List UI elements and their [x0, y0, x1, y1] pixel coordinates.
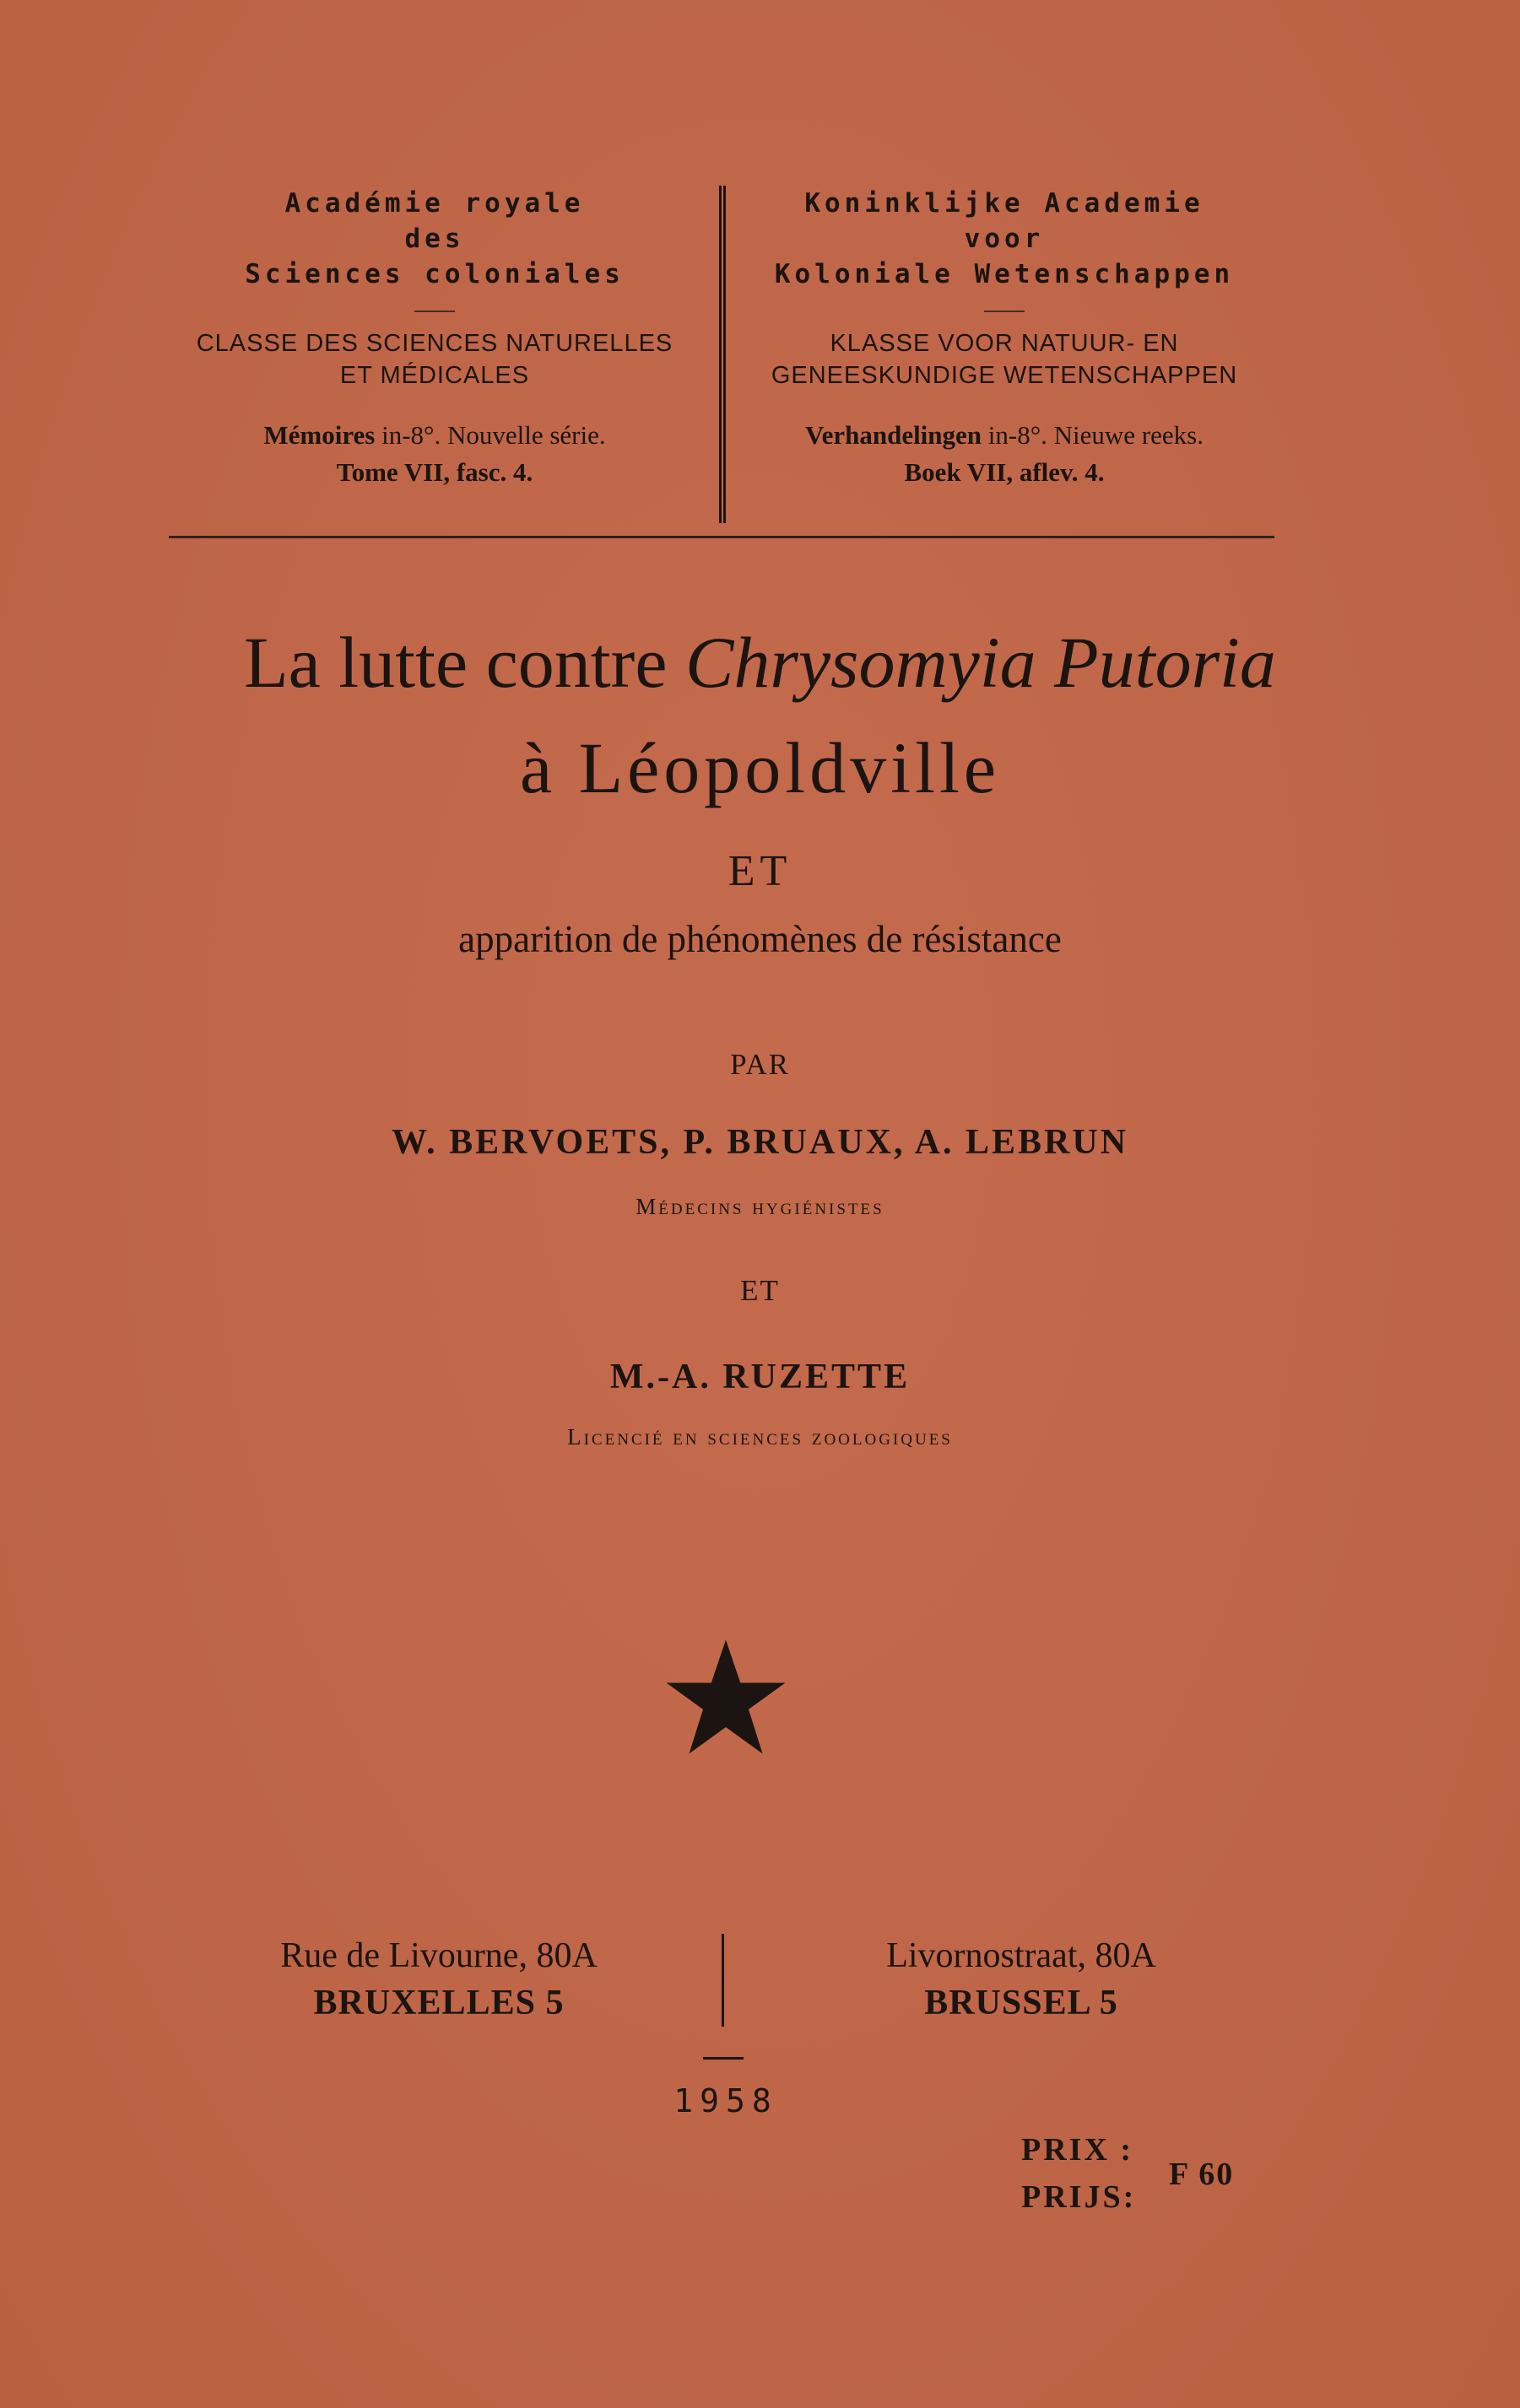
- year-dash: [703, 2057, 744, 2060]
- subtitle: apparition de phénomènes de résistance: [458, 918, 1062, 960]
- authors: W. BERVOETS, P. BRUAUX, A. LEBRUN: [391, 1123, 1129, 1162]
- price-value: F 60: [1169, 2157, 1235, 2192]
- star-icon: [663, 1637, 789, 1759]
- class-name-nl: KLASSE VOOR NATUUR- EN GENEESKUNDIGE WETENSCHAPPEN: [771, 330, 1238, 389]
- header-dash: [984, 310, 1025, 312]
- header-dash: [414, 310, 455, 312]
- series-fr: Mémoires in-8°. Nouvelle série. Tome VII, fasc. 4.: [160, 417, 709, 491]
- title-line-2: à Léopoldville: [519, 727, 1001, 808]
- volume-fr: Tome VII, fasc. 4.: [336, 457, 533, 487]
- header-rule: [169, 536, 1274, 538]
- header-dutch: [726, 186, 1283, 491]
- by-label: PAR: [730, 1048, 790, 1081]
- second-author: M.-A. RUZETTE: [609, 1358, 911, 1396]
- academy-name-fr: Académie royale des Sciences coloniales: [245, 188, 625, 289]
- and-label: ET: [740, 1274, 780, 1307]
- second-author-role: Licencié en sciences zoologiques: [567, 1424, 953, 1450]
- publisher-header: [160, 186, 1283, 525]
- publication-year: 1958: [673, 2082, 778, 2119]
- title-conjunction: ET: [728, 847, 792, 895]
- volume-nl: Boek VII, aflev. 4.: [904, 457, 1105, 487]
- address-divider: [722, 1934, 724, 2027]
- authors-role: Médecins hygiénistes: [636, 1194, 884, 1219]
- title-line-1: La lutte contre Chrysomyia Putoria: [244, 622, 1276, 703]
- academy-name-nl: Koninklijke Academie voor Koloniale Wetenschappen: [774, 188, 1235, 289]
- header-french: [160, 186, 709, 491]
- header-double-divider: [719, 186, 726, 523]
- address-dutch: Livornostraat, 80A BRUSSEL 5: [886, 1936, 1156, 2022]
- address-french: Rue de Livourne, 80A BRUXELLES 5: [280, 1936, 598, 2022]
- class-name-fr: CLASSE DES SCIENCES NATURELLES ET MÉDICALES: [196, 330, 673, 389]
- price-labels: PRIX : PRIJS:: [1021, 2132, 1137, 2215]
- series-nl: Verhandelingen in-8°. Nieuwe reeks. Boek VII, aflev. 4.: [726, 417, 1283, 491]
